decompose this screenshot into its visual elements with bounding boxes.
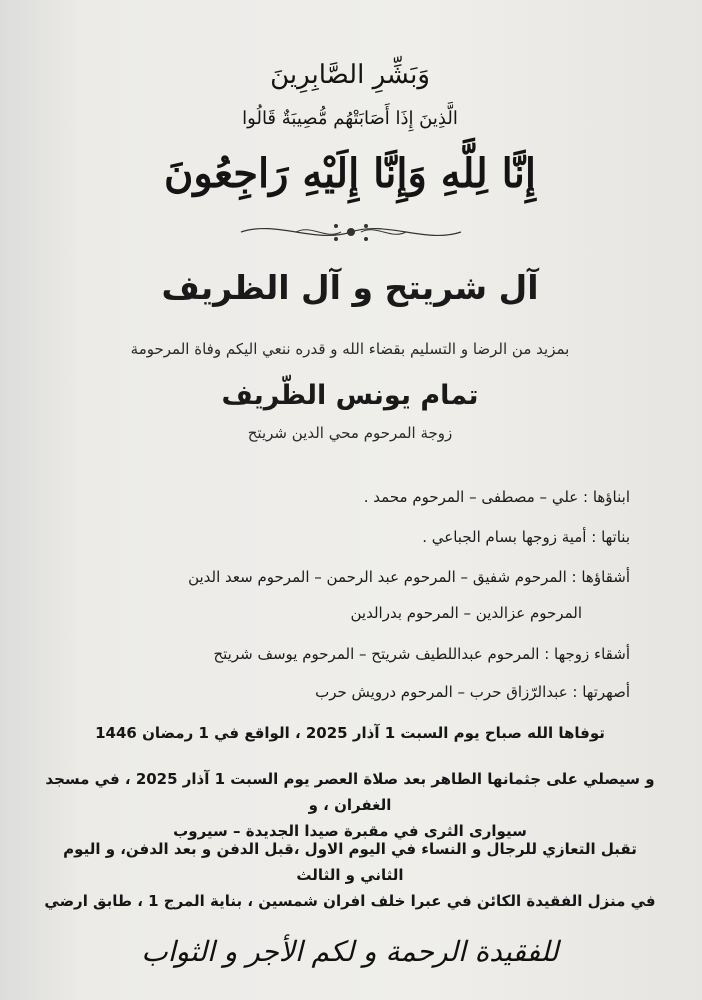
wife-of-line: زوجة المرحوم محي الدين شريتح — [247, 424, 453, 442]
brothers-line-1: أشقاؤها : المرحوم شفيق – المرحوم عبد الرحمن – المرحوم سعد الدين — [188, 568, 630, 586]
husband-brothers-line: أشقاء زوجها : المرحوم عبداللطيف شريتح – المرحوم يوسف شريتح — [213, 645, 630, 663]
quran-verse-line-2: الَّذِينَ إِذَا أَصَابَتْهُم مُّصِيبَةٌ قَالُوا — [242, 108, 458, 129]
condolence-line-1: تقبل التعازي للرجال و النساء في اليوم الاول ،قبل الدفن و بعد الدفن، و اليوم الثاني و الثالث — [63, 840, 637, 884]
in-laws-line: أصهرتها : عبدالرّزاق حرب – المرحوم درويش حرب — [315, 683, 630, 701]
daughters-line: بناتها : أمية زوجها بسام الجباعي . — [422, 528, 630, 546]
funeral-details — [40, 766, 660, 844]
sons-line: ابناؤها : علي – مصطفى – المرحوم محمد . — [363, 488, 630, 506]
deceased-name: تمام يونس الظّريف — [221, 380, 479, 411]
quran-verse-line-3: إِنَّا لِلَّهِ وَإِنَّا إِلَيْهِ رَاجِعُونَ — [163, 150, 537, 197]
floral-ornament-icon — [236, 214, 466, 250]
announcement-intro: بمزيد من الرضا و التسليم بقضاء الله و قدره ننعي اليكم وفاة المرحومة — [130, 340, 570, 358]
quran-verse-line-1: وَبَشِّرِ الصَّابِرِينَ — [270, 60, 430, 90]
brothers-line-2: المرحوم عزالدين – المرحوم بدرالدين — [350, 604, 582, 622]
funeral-line-1: و سيصلي على جثمانها الطاهر بعد صلاة العصر يوم السبت 1 آذار 2025 ، في مسجد الغفران ، و — [45, 770, 655, 814]
closing-prayer: للفقيدة الرحمة و لكم الأجر و الثواب — [141, 935, 559, 968]
death-announcement: توفاها الله صباح يوم السبت 1 آذار 2025 ، الواقع في 1 رمضان 1446 — [95, 724, 605, 742]
condolence-line-2: في منزل الفقيدة الكائن في عبرا خلف افران شمسين ، بناية المرج 1 ، طابق ارضي — [44, 892, 656, 910]
funeral-line-2: سيوارى الثرى في مقبرة صيدا الجديدة – سيروب — [173, 822, 527, 840]
families-heading: آل شريتح و آل الظريف — [161, 268, 539, 307]
condolence-details — [40, 836, 660, 914]
